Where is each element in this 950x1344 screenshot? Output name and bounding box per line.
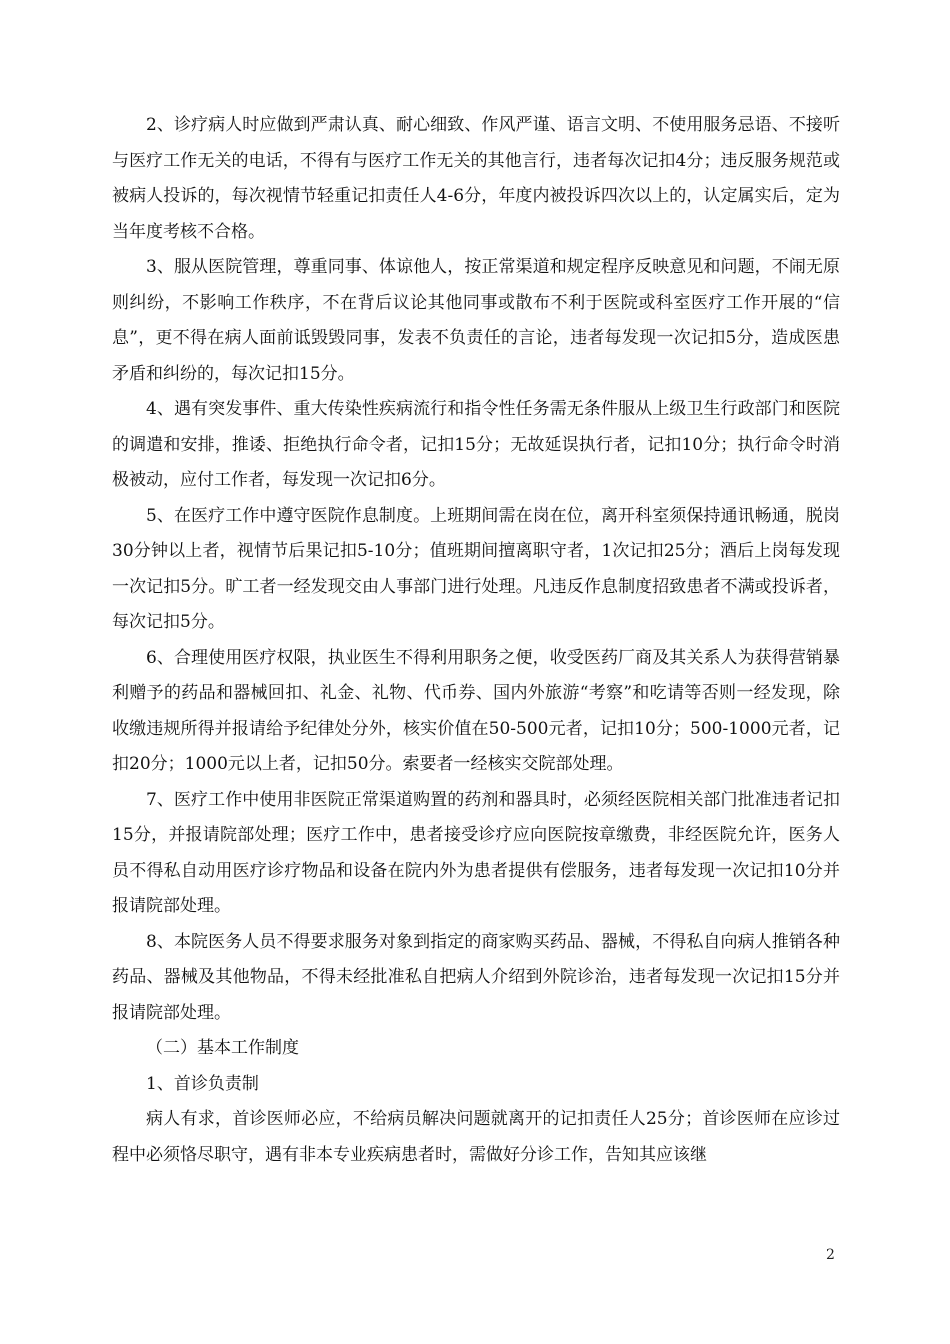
paragraph-item-4: 4、遇有突发事件、重大传染性疾病流行和指令性任务需无条件服从上级卫生行政部门和医院的调遣和安排，推诿、拒绝执行命令者，记扣15分；无故延误执行者，记扣10分；执行命令时消极被动，应付工作者，每发现一次记扣6分。 xyxy=(112,399,840,490)
paragraph-item-2: 2、诊疗病人时应做到严肃认真、耐心细致、作风严谨、语言文明、不使用服务忌语、不接听与医疗工作无关的电话，不得有与医疗工作无关的其他言行，违者每次记扣4分；违反服务规范或被病人投诉的，每次视情节轻重记扣责任人4-6分，年度内被投诉四次以上的，认定属实后，定为当年度考核不合格。 xyxy=(112,115,840,242)
paragraph-item-8: 8、本院医务人员不得要求服务对象到指定的商家购买药品、器械，不得私自向病人推销各种药品、器械及其他物品，不得未经批准私自把病人介绍到外院诊治，违者每发现一次记扣15分并报请院部处理。 xyxy=(112,931,840,1023)
paragraph-first-visit-body: 病人有求，首诊医师必应，不给病员解决问题就离开的记扣责任人25分；首诊医师在应诊过程中必须恪尽职守，遇有非本专业疾病患者时，需做好分诊工作，告知其应该继 xyxy=(112,1109,840,1165)
paragraph-item-3: 3、服从医院管理，尊重同事、体谅他人，按正常渠道和规定程序反映意见和问题，不闹无原则纠纷，不影响工作秩序，不在背后议论其他同事或散布不利于医院或科室医疗工作开展的“信息”，更不得在病人面前诋毁毁同事，发表不负责任的言论，违者每发现一次记扣5分，造成医患矛盾和纠纷的，每次记扣15分。 xyxy=(112,257,840,384)
page-number: 2 xyxy=(826,1247,835,1263)
paragraph-item-5: 5、在医疗工作中遵守医院作息制度。上班期间需在岗在位，离开科室须保持通讯畅通，脱岗30分钟以上者，视情节后果记扣5-10分；值班期间擅离职守者，1次记扣25分；酒后上岗每发现一次记扣5分。旷工者一经发现交由人事部门进行处理。凡违反作息制度招致患者不满或投诉者，每次记扣5分。 xyxy=(112,505,840,632)
subsection-heading-first-visit-responsibility: 1、首诊负责制 xyxy=(146,1073,259,1094)
paragraph-item-6: 6、合理使用医疗权限，执业医生不得利用职务之便，收受医药厂商及其关系人为获得营销暴利赠予的药品和器械回扣、礼金、礼物、代币券、国内外旅游“考察”和吃请等否则一经发现，除收缴违规所得并报请给予纪律处分外，核实价值在50-500元者，记扣10分；500-1000元者，记扣20分；1000元以上者，记扣50分。索要者一经核实交院部处理。 xyxy=(112,647,840,774)
section-heading-basic-work-system: （二）基本工作制度 xyxy=(146,1038,299,1058)
document-body xyxy=(112,108,840,1173)
paragraph-item-7: 7、医疗工作中使用非医院正常渠道购置的药剂和器具时，必须经医院相关部门批准违者记扣15分，并报请院部处理；医疗工作中，患者接受诊疗应向医院按章缴费，非经医院允许，医务人员不得私自动用医疗诊疗物品和设备在院内外为患者提供有偿服务，违者每发现一次记扣10分并报请院部处理。 xyxy=(112,789,840,916)
